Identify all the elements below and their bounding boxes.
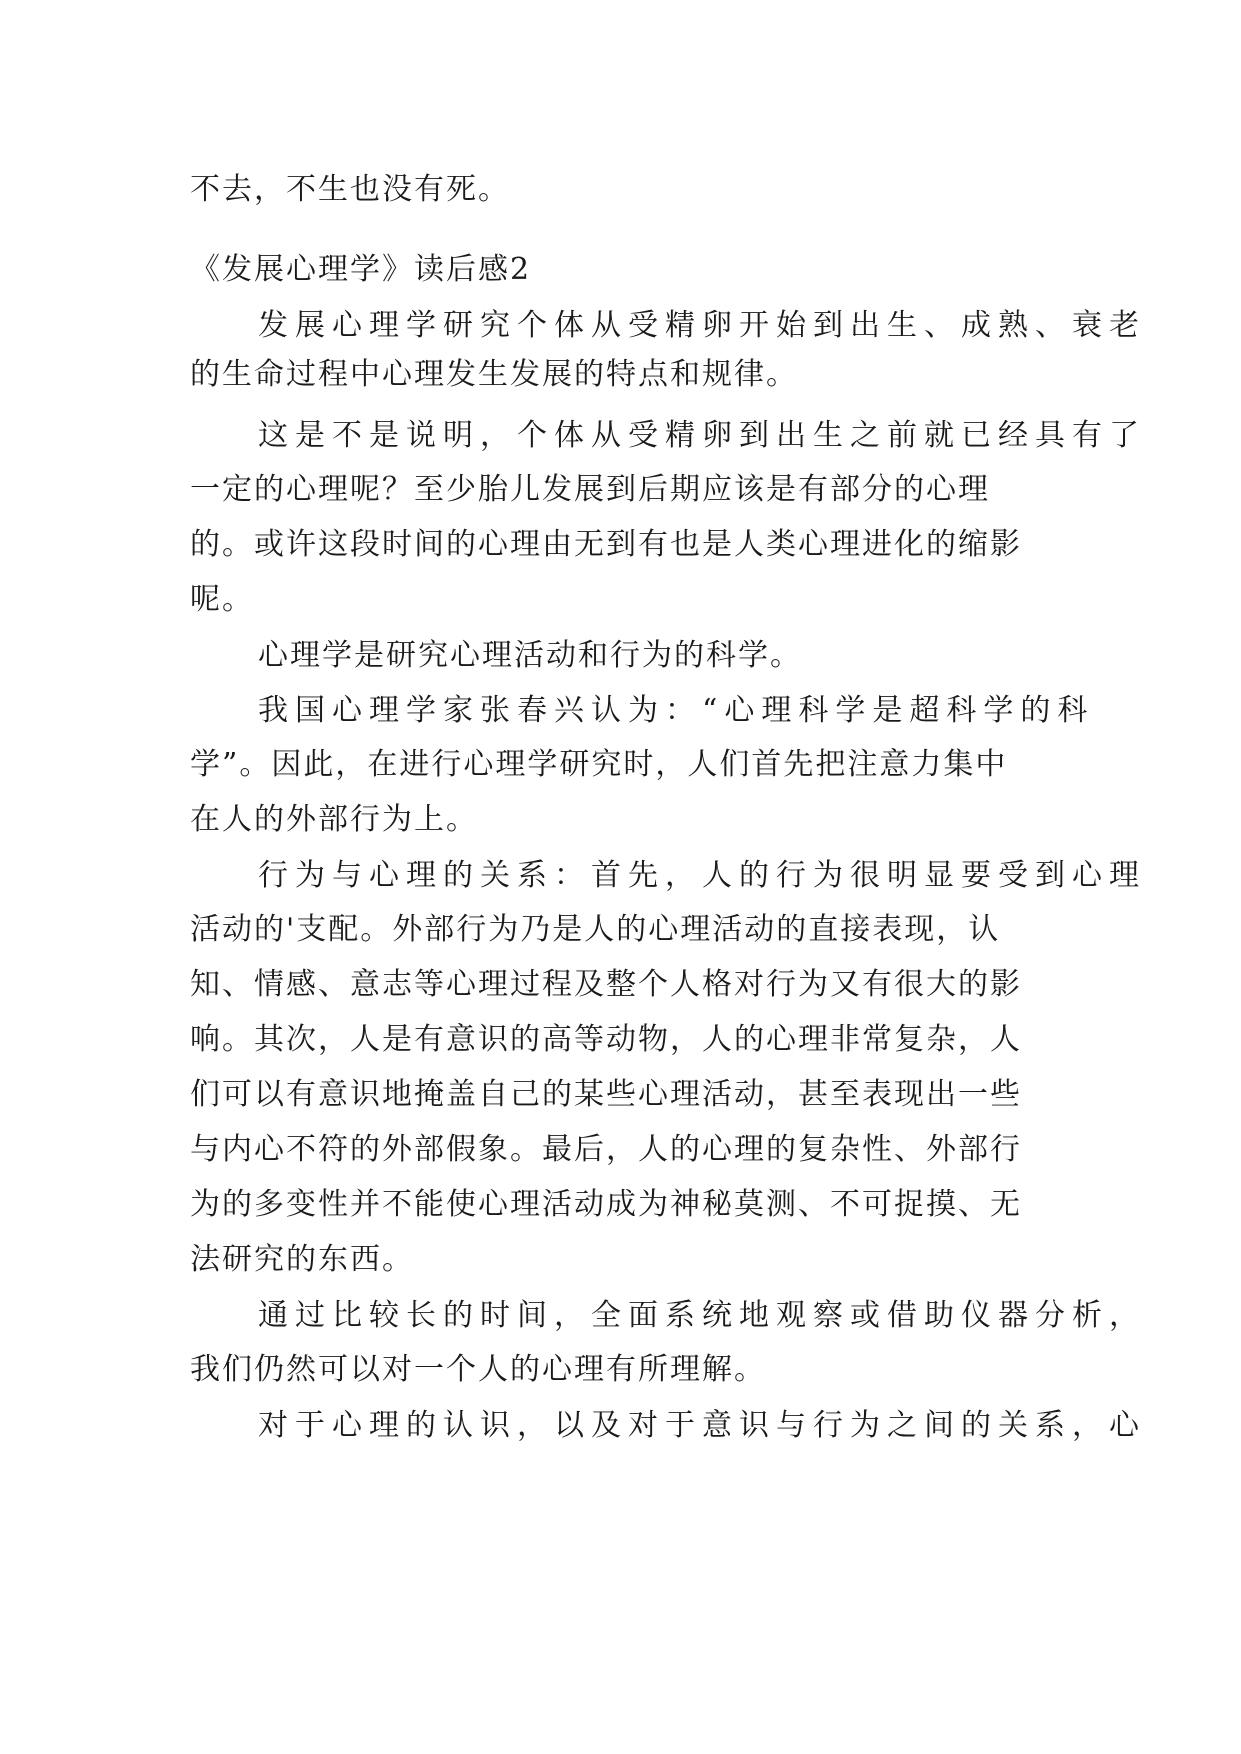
- paragraph-4-line-3: 在人的外部行为上。: [190, 802, 478, 837]
- paragraph-4-line-2: 学”。因此，在进行心理学研究时，人们首先把注意力集中: [190, 747, 1008, 782]
- text-line-end-of-previous-essay: 不去，不生也没有死。: [190, 172, 510, 207]
- paragraph-2-line-1: 这是不是说明，个体从受精卵到出生之前就已经具有了: [258, 418, 1146, 453]
- paragraph-2-line-2: 一定的心理呢？至少胎儿发展到后期应该是有部分的心理: [190, 472, 990, 507]
- paragraph-5-line-1: 行为与心理的关系：首先，人的行为很明显要受到心理: [258, 858, 1146, 893]
- essay-title: 《发展心理学》读后感2: [190, 252, 532, 287]
- paragraph-6-line-1: 通过比较长的时间，全面系统地观察或借助仪器分析，: [258, 1298, 1146, 1333]
- paragraph-5-line-3: 知、情感、意志等心理过程及整个人格对行为又有很大的影: [190, 967, 1022, 1002]
- paragraph-5-line-6: 与内心不符的外部假象。最后，人的心理的复杂性、外部行: [190, 1132, 1022, 1167]
- paragraph-5-line-4: 响。其次，人是有意识的高等动物，人的心理非常复杂，人: [190, 1022, 1022, 1057]
- paragraph-7-line-1: 对于心理的认识，以及对于意识与行为之间的关系，心: [258, 1408, 1146, 1443]
- paragraph-5-line-2: 活动的'支配。外部行为乃是人的心理活动的直接表现，认: [190, 912, 1001, 947]
- paragraph-2-line-3: 的。或许这段时间的心理由无到有也是人类心理进化的缩影: [190, 527, 1022, 562]
- paragraph-5-line-8: 法研究的东西。: [190, 1242, 414, 1277]
- paragraph-6-line-2: 我们仍然可以对一个人的心理有所理解。: [190, 1352, 766, 1387]
- paragraph-5-line-7: 为的多变性并不能使心理活动成为神秘莫测、不可捉摸、无: [190, 1187, 1022, 1222]
- paragraph-2-line-4: 呢。: [190, 582, 254, 617]
- paragraph-5-line-5: 们可以有意识地掩盖自己的某些心理活动，甚至表现出一些: [190, 1077, 1022, 1112]
- paragraph-1-line-1: 发展心理学研究个体从受精卵开始到出生、成熟、衰老: [258, 308, 1146, 343]
- paragraph-4-line-1: 我国心理学家张春兴认为：“心理科学是超科学的科: [258, 693, 1095, 728]
- paragraph-3-line-1: 心理学是研究心理活动和行为的科学。: [258, 638, 802, 673]
- paragraph-1-line-2: 的生命过程中心理发生发展的特点和规律。: [190, 357, 798, 392]
